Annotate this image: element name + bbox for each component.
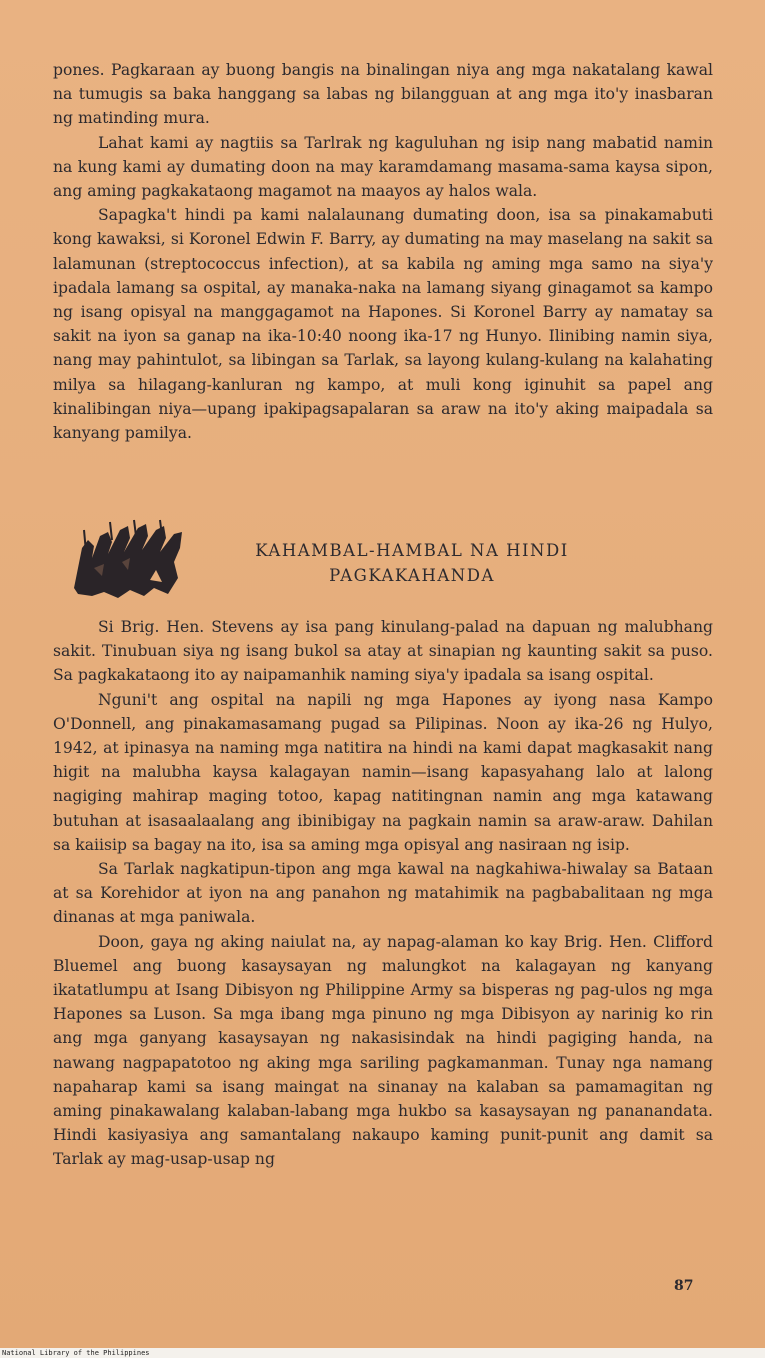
- paragraph: Lahat kami ay nagtiis sa Tarlrak ng kaguluhan ng isip nang mabatid namin na kung kami ay dumating doon na may karamdamang masama-sama kaysa sipon, ang aming pagkakataong magamot na maayos ay halos wala.: [53, 133, 713, 201]
- heading-title: [217, 538, 607, 588]
- paragraph-continuation: pones. Pagkaraan ay buong bangis na binalingan niya ang mga nakatalang kawal na tumugis sa baka hanggang sa labas ng bilangguan at ang mga ito'y inasbaran ng matinding mura.: [53, 61, 713, 128]
- heading-line-2: PAGKAKAHANDA: [329, 566, 495, 585]
- footer-strip: [0, 1348, 765, 1358]
- paragraph: Sa Tarlak nagkatipun-tipon ang mga kawal na nagkahiwa-hiwalay sa Bataan at sa Korehidor at iyon na ang panahon ng matahimik na pagbabalitaan ng mga dinanas at mga paniwala.: [53, 860, 713, 927]
- text-block-bottom: [53, 615, 713, 1172]
- section-heading: [62, 516, 712, 598]
- text-block-top: [53, 58, 713, 445]
- paragraph: Nguni't ang ospital na napili ng mga Hapones ay iyong nasa Kampo O'Donnell, ang pinakamasamang pugad sa Pilipinas. Noon ay ika-26 ng Hulyo, 1942, at ipinasya na naming mga natitira na hindi na kami dapat magkasakit nang higit na malubha kaysa kalagayan namin—isang kapasyahang lalo at lalong nagiging mahirap maging totoo, kapag natitingnan namin ang mga katawang butuhan at isasaalaalang ang ibinibigay na pagkain namin sa araw-araw. Dahilan sa kaiisip sa bagay na ito, isa sa aming mga opisyal ang nasiraan ng isip.: [53, 690, 713, 854]
- page-number: 87: [674, 1278, 694, 1294]
- heading-line-1: KAHAMBAL-HAMBAL NA HINDI: [255, 541, 569, 560]
- footer-credit: National Library of the Philippines: [2, 1349, 150, 1357]
- paragraph: Sapagka't hindi pa kami nalalaunang dumating doon, isa sa pinakamabuti kong kawaksi, si Koronel Edwin F. Barry, ay dumating na may maselang na sakit sa lalamunan (streptococcus infection), at sa kabila ng aming mga samo na siya'y ipadala lamang sa ospital, ay manaka-naka na lamang siyang ginagamot sa kampo ng isang opisyal na manggagamot na Hapones. Si Koronel Barry ay namatay sa sakit na iyon sa ganap na ika-10:40 noong ika-17 ng Hunyo. Ilinibing namin siya, nang may pahintulot, sa libingan sa Tarlak, sa layong kulang-kulang na kalahating milya sa hilagang-kanluran ng kampo, at muli kong iginuhit sa papel ang kinalibingan niya—upang ipakipagsapalaran sa araw na ito'y aking maipadala sa kanyang pamilya.: [53, 206, 713, 443]
- soldiers-illustration: [64, 518, 188, 598]
- paragraph: Si Brig. Hen. Stevens ay isa pang kinulang-palad na dapuan ng malubhang sakit. Tinubuan siya ng isang bukol sa atay at sinapian ng kaunting sakit sa puso. Sa pagkakataong ito ay naipamanhik naming siya'y ipadala sa isang ospital.: [53, 618, 713, 685]
- paragraph: Doon, gaya ng aking naiulat na, ay napag-alaman ko kay Brig. Hen. Clifford Bluemel ang buong kasaysayan ng malungkot na kalagayan ng kanyang ikatatlumpu at Isang Dibisyon ng Philippine Army sa bisperas ng pag-ulos ng mga Hapones sa Luson. Sa mga ibang mga pinuno ng mga Dibisyon ay narinig ko rin ang mga ganyang kasaysayan ng nakasisindak na hindi pagiging handa, na nawang nagpapatotoo ng aking mga sariling pagkamanman. Tunay nga namang napaharap kami sa isang maingat na sinanay na kalaban sa pamamagitan ng aming pinakawalang kalaban-labang mga hukbo sa kasaysayan ng pananandata. Hindi kasiyasiya ang samantalang nakaupo kaming punit-punit ang damit sa Tarlak ay mag-usap-usap ng: [53, 932, 713, 1169]
